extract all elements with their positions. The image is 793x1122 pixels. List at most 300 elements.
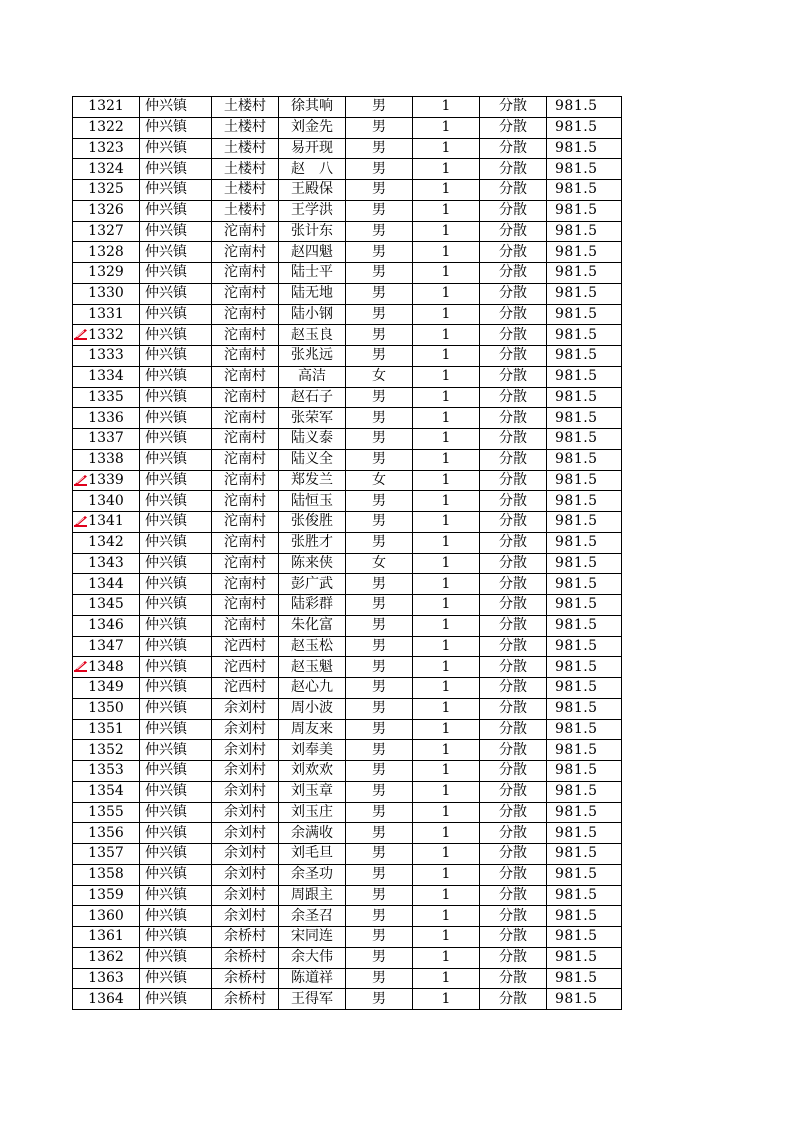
row-number-text: 1334: [88, 368, 124, 385]
support-type-cell: [480, 615, 547, 636]
gender-cell: [346, 553, 413, 574]
count-cell: [413, 823, 480, 844]
table-row: [73, 740, 622, 761]
support-type-text: 分散: [499, 451, 527, 468]
support-type-text: 分散: [499, 886, 527, 903]
gender-text: 男: [372, 326, 386, 343]
row-number-text: 1349: [88, 679, 124, 696]
town-text: 仲兴镇: [145, 658, 187, 675]
gender-cell: [346, 470, 413, 491]
support-type-cell: [480, 823, 547, 844]
village-text: 沱南村: [224, 409, 266, 426]
row-number-text: 1330: [88, 285, 124, 302]
village-cell: [212, 408, 279, 429]
support-type-cell: [480, 117, 547, 138]
table-row: [73, 844, 622, 865]
gender-cell: [346, 615, 413, 636]
count-text: 1: [441, 388, 451, 405]
village-cell: [212, 595, 279, 616]
row-number-cell: [73, 989, 140, 1010]
amount-cell: [547, 221, 622, 242]
name-cell: [279, 802, 346, 823]
amount-cell: [547, 200, 622, 221]
gender-cell: [346, 864, 413, 885]
table-row: [73, 657, 622, 678]
row-number-cell: [73, 781, 140, 802]
town-text: 仲兴镇: [145, 596, 187, 613]
edit-pencil-icon: [74, 474, 87, 486]
count-text: 1: [441, 907, 451, 924]
count-cell: [413, 159, 480, 180]
amount-text: 981.5: [555, 845, 598, 862]
amount-text: 981.5: [555, 741, 598, 758]
count-text: 1: [441, 637, 451, 654]
support-type-text: 分散: [499, 264, 527, 281]
town-cell: [140, 325, 212, 346]
table-row: [73, 781, 622, 802]
support-type-cell: [480, 595, 547, 616]
village-text: 土楼村: [224, 119, 266, 136]
name-cell: [279, 304, 346, 325]
count-text: 1: [441, 368, 451, 385]
village-cell: [212, 387, 279, 408]
gender-cell: [346, 657, 413, 678]
count-cell: [413, 180, 480, 201]
village-text: 沱南村: [224, 513, 266, 530]
count-cell: [413, 283, 480, 304]
village-text: 余刘村: [224, 783, 266, 800]
name-cell: [279, 429, 346, 450]
gender-cell: [346, 574, 413, 595]
village-text: 余刘村: [224, 762, 266, 779]
gender-cell: [346, 180, 413, 201]
village-cell: [212, 864, 279, 885]
gender-cell: [346, 947, 413, 968]
row-number-text: 1331: [88, 305, 124, 322]
table-row: [73, 304, 622, 325]
count-cell: [413, 885, 480, 906]
town-text: 仲兴镇: [145, 139, 187, 156]
amount-cell: [547, 864, 622, 885]
table-row: [73, 491, 622, 512]
amount-text: 981.5: [555, 886, 598, 903]
village-cell: [212, 283, 279, 304]
row-number-text: 1348: [88, 658, 124, 675]
gender-cell: [346, 512, 413, 533]
name-text: 刘奉美: [291, 741, 333, 758]
gender-cell: [346, 802, 413, 823]
amount-cell: [547, 283, 622, 304]
row-number-cell: [73, 221, 140, 242]
name-text: 赵玉松: [291, 637, 333, 654]
count-cell: [413, 138, 480, 159]
town-text: 仲兴镇: [145, 803, 187, 820]
row-number-cell: [73, 885, 140, 906]
row-number-text: 1333: [88, 347, 124, 364]
row-number-cell: [73, 366, 140, 387]
support-type-text: 分散: [499, 534, 527, 551]
gender-text: 男: [372, 388, 386, 405]
amount-text: 981.5: [555, 285, 598, 302]
town-text: 仲兴镇: [145, 554, 187, 571]
support-type-text: 分散: [499, 243, 527, 260]
records-table: [72, 96, 622, 1010]
name-text: 余圣召: [291, 907, 333, 924]
table-row: [73, 138, 622, 159]
row-number-cell: [73, 512, 140, 533]
amount-text: 981.5: [555, 679, 598, 696]
gender-text: 男: [372, 513, 386, 530]
name-text: 周友来: [291, 720, 333, 737]
name-text: 张荣军: [291, 409, 333, 426]
table-row: [73, 200, 622, 221]
support-type-cell: [480, 283, 547, 304]
gender-text: 男: [372, 430, 386, 447]
amount-text: 981.5: [555, 202, 598, 219]
name-text: 刘金先: [291, 119, 333, 136]
village-text: 沱南村: [224, 575, 266, 592]
row-number-text: 1343: [88, 554, 124, 571]
row-number-text: 1328: [88, 243, 124, 260]
amount-text: 981.5: [555, 907, 598, 924]
town-text: 仲兴镇: [145, 866, 187, 883]
table-row: [73, 180, 622, 201]
gender-cell: [346, 761, 413, 782]
support-type-cell: [480, 574, 547, 595]
count-text: 1: [441, 969, 451, 986]
count-cell: [413, 304, 480, 325]
table-row: [73, 117, 622, 138]
name-cell: [279, 844, 346, 865]
town-text: 仲兴镇: [145, 886, 187, 903]
town-text: 仲兴镇: [145, 388, 187, 405]
amount-text: 981.5: [555, 181, 598, 198]
name-cell: [279, 325, 346, 346]
count-cell: [413, 740, 480, 761]
support-type-text: 分散: [499, 222, 527, 239]
town-text: 仲兴镇: [145, 845, 187, 862]
town-cell: [140, 221, 212, 242]
town-cell: [140, 595, 212, 616]
gender-cell: [346, 968, 413, 989]
row-number-cell: [73, 906, 140, 927]
amount-cell: [547, 553, 622, 574]
amount-cell: [547, 698, 622, 719]
name-text: 赵石子: [291, 388, 333, 405]
village-text: 余桥村: [224, 928, 266, 945]
row-number-cell: [73, 761, 140, 782]
amount-text: 981.5: [555, 575, 598, 592]
gender-text: 男: [372, 907, 386, 924]
count-text: 1: [441, 741, 451, 758]
table-row: [73, 553, 622, 574]
count-text: 1: [441, 409, 451, 426]
count-text: 1: [441, 98, 451, 115]
town-text: 仲兴镇: [145, 119, 187, 136]
gender-text: 男: [372, 492, 386, 509]
count-text: 1: [441, 160, 451, 177]
village-cell: [212, 553, 279, 574]
support-type-text: 分散: [499, 845, 527, 862]
town-text: 仲兴镇: [145, 409, 187, 426]
name-text: 赵心九: [291, 679, 333, 696]
gender-text: 男: [372, 534, 386, 551]
support-type-cell: [480, 346, 547, 367]
support-type-text: 分散: [499, 741, 527, 758]
support-type-text: 分散: [499, 700, 527, 717]
town-text: 仲兴镇: [145, 347, 187, 364]
name-cell: [279, 512, 346, 533]
table-row: [73, 719, 622, 740]
amount-text: 981.5: [555, 139, 598, 156]
name-cell: [279, 657, 346, 678]
town-cell: [140, 512, 212, 533]
support-type-cell: [480, 678, 547, 699]
gender-cell: [346, 366, 413, 387]
name-cell: [279, 823, 346, 844]
count-cell: [413, 366, 480, 387]
gender-text: 男: [372, 617, 386, 634]
table-row: [73, 470, 622, 491]
village-cell: [212, 491, 279, 512]
count-text: 1: [441, 534, 451, 551]
name-text: 王殿保: [291, 181, 333, 198]
amount-text: 981.5: [555, 119, 598, 136]
town-cell: [140, 761, 212, 782]
count-text: 1: [441, 990, 451, 1007]
support-type-cell: [480, 180, 547, 201]
town-text: 仲兴镇: [145, 181, 187, 198]
gender-text: 男: [372, 139, 386, 156]
gender-text: 男: [372, 866, 386, 883]
gender-text: 男: [372, 990, 386, 1007]
support-type-cell: [480, 864, 547, 885]
village-text: 余刘村: [224, 741, 266, 758]
gender-cell: [346, 781, 413, 802]
row-number-cell: [73, 200, 140, 221]
village-cell: [212, 532, 279, 553]
name-cell: [279, 698, 346, 719]
count-text: 1: [441, 513, 451, 530]
row-number-text: 1321: [88, 98, 124, 115]
gender-cell: [346, 491, 413, 512]
name-cell: [279, 138, 346, 159]
name-text: 陆义全: [291, 451, 333, 468]
village-text: 余刘村: [224, 700, 266, 717]
support-type-text: 分散: [499, 720, 527, 737]
village-cell: [212, 947, 279, 968]
gender-text: 男: [372, 700, 386, 717]
support-type-text: 分散: [499, 907, 527, 924]
village-cell: [212, 470, 279, 491]
village-cell: [212, 761, 279, 782]
amount-text: 981.5: [555, 243, 598, 260]
town-cell: [140, 180, 212, 201]
row-number-cell: [73, 678, 140, 699]
gender-text: 男: [372, 222, 386, 239]
count-text: 1: [441, 222, 451, 239]
count-text: 1: [441, 181, 451, 198]
gender-cell: [346, 885, 413, 906]
name-cell: [279, 366, 346, 387]
town-cell: [140, 532, 212, 553]
town-cell: [140, 906, 212, 927]
support-type-text: 分散: [499, 98, 527, 115]
gender-text: 男: [372, 679, 386, 696]
support-type-cell: [480, 325, 547, 346]
gender-cell: [346, 740, 413, 761]
amount-cell: [547, 595, 622, 616]
support-type-text: 分散: [499, 139, 527, 156]
support-type-text: 分散: [499, 347, 527, 364]
town-cell: [140, 429, 212, 450]
count-text: 1: [441, 824, 451, 841]
name-text: 宋同连: [291, 928, 333, 945]
count-text: 1: [441, 617, 451, 634]
count-text: 1: [441, 347, 451, 364]
gender-cell: [346, 719, 413, 740]
village-cell: [212, 449, 279, 470]
amount-text: 981.5: [555, 637, 598, 654]
amount-text: 981.5: [555, 430, 598, 447]
town-text: 仲兴镇: [145, 679, 187, 696]
town-text: 仲兴镇: [145, 492, 187, 509]
count-text: 1: [441, 700, 451, 717]
support-type-text: 分散: [499, 596, 527, 613]
amount-cell: [547, 346, 622, 367]
name-text: 徐其响: [291, 98, 333, 115]
amount-cell: [547, 117, 622, 138]
row-number-cell: [73, 968, 140, 989]
village-cell: [212, 615, 279, 636]
row-number-cell: [73, 657, 140, 678]
town-text: 仲兴镇: [145, 471, 187, 488]
count-cell: [413, 761, 480, 782]
amount-cell: [547, 678, 622, 699]
gender-text: 男: [372, 886, 386, 903]
support-type-cell: [480, 657, 547, 678]
village-cell: [212, 657, 279, 678]
town-text: 仲兴镇: [145, 326, 187, 343]
gender-cell: [346, 346, 413, 367]
amount-cell: [547, 885, 622, 906]
count-cell: [413, 408, 480, 429]
row-number-text: 1338: [88, 451, 124, 468]
row-number-text: 1362: [88, 949, 124, 966]
name-cell: [279, 553, 346, 574]
name-text: 刘欢欢: [291, 762, 333, 779]
town-text: 仲兴镇: [145, 534, 187, 551]
table-row: [73, 242, 622, 263]
village-text: 沱南村: [224, 222, 266, 239]
village-cell: [212, 906, 279, 927]
town-cell: [140, 387, 212, 408]
support-type-text: 分散: [499, 637, 527, 654]
support-type-cell: [480, 885, 547, 906]
row-number-cell: [73, 864, 140, 885]
name-text: 朱化富: [291, 617, 333, 634]
amount-cell: [547, 180, 622, 201]
amount-text: 981.5: [555, 969, 598, 986]
town-text: 仲兴镇: [145, 700, 187, 717]
support-type-cell: [480, 408, 547, 429]
name-cell: [279, 595, 346, 616]
row-number-cell: [73, 283, 140, 304]
village-cell: [212, 117, 279, 138]
amount-cell: [547, 844, 622, 865]
town-cell: [140, 138, 212, 159]
amount-text: 981.5: [555, 783, 598, 800]
town-cell: [140, 698, 212, 719]
support-type-text: 分散: [499, 471, 527, 488]
table-row: [73, 698, 622, 719]
count-cell: [413, 200, 480, 221]
gender-cell: [346, 532, 413, 553]
count-cell: [413, 927, 480, 948]
town-cell: [140, 885, 212, 906]
name-text: 张兆远: [291, 347, 333, 364]
row-number-text: 1347: [88, 637, 124, 654]
support-type-text: 分散: [499, 430, 527, 447]
name-cell: [279, 781, 346, 802]
town-cell: [140, 366, 212, 387]
amount-cell: [547, 512, 622, 533]
gender-text: 男: [372, 803, 386, 820]
town-text: 仲兴镇: [145, 720, 187, 737]
gender-text: 男: [372, 305, 386, 322]
village-cell: [212, 989, 279, 1010]
town-text: 仲兴镇: [145, 222, 187, 239]
count-text: 1: [441, 783, 451, 800]
gender-cell: [346, 927, 413, 948]
gender-cell: [346, 200, 413, 221]
count-text: 1: [441, 596, 451, 613]
count-cell: [413, 844, 480, 865]
support-type-text: 分散: [499, 803, 527, 820]
table-row: [73, 366, 622, 387]
amount-text: 981.5: [555, 160, 598, 177]
gender-text: 男: [372, 741, 386, 758]
row-number-text: 1332: [88, 326, 124, 343]
gender-text: 男: [372, 596, 386, 613]
count-cell: [413, 906, 480, 927]
name-text: 张俊胜: [291, 513, 333, 530]
name-text: 王得军: [291, 990, 333, 1007]
count-text: 1: [441, 326, 451, 343]
village-cell: [212, 636, 279, 657]
row-number-text: 1354: [88, 783, 124, 800]
name-text: 周小波: [291, 700, 333, 717]
village-text: 沱南村: [224, 471, 266, 488]
amount-cell: [547, 761, 622, 782]
support-type-cell: [480, 781, 547, 802]
support-type-text: 分散: [499, 305, 527, 322]
amount-cell: [547, 242, 622, 263]
support-type-cell: [480, 740, 547, 761]
support-type-text: 分散: [499, 388, 527, 405]
name-cell: [279, 283, 346, 304]
support-type-cell: [480, 200, 547, 221]
town-text: 仲兴镇: [145, 368, 187, 385]
gender-cell: [346, 97, 413, 118]
town-text: 仲兴镇: [145, 907, 187, 924]
table-row: [73, 802, 622, 823]
name-cell: [279, 97, 346, 118]
count-text: 1: [441, 762, 451, 779]
town-cell: [140, 304, 212, 325]
name-cell: [279, 387, 346, 408]
town-text: 仲兴镇: [145, 990, 187, 1007]
